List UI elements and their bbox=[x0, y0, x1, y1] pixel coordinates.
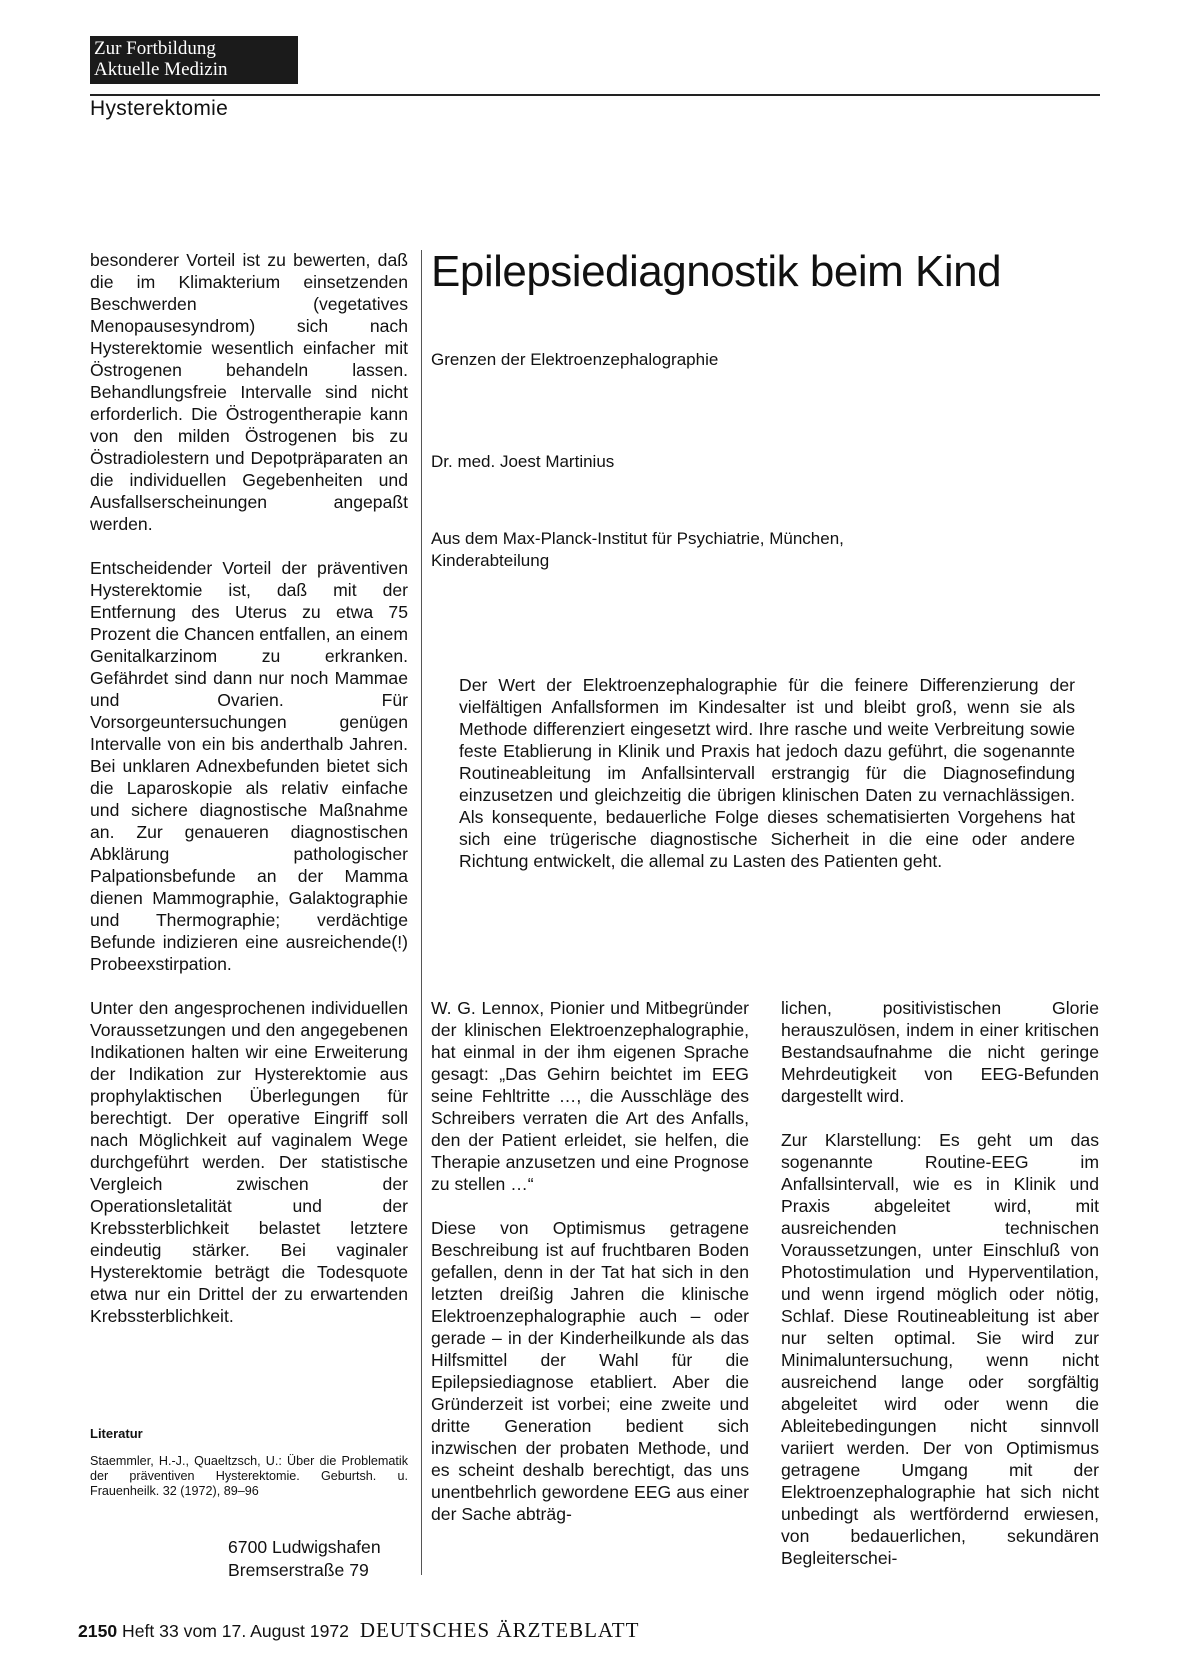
body-paragraph: lichen, positivistischen Glorie herauszulösen, indem in einer kritischen Bestandsaufnahme die nicht geringe Mehrdeutigkeit von EEG-Befunden dargestellt wird. bbox=[781, 998, 1099, 1106]
literature-heading: Literatur bbox=[90, 1426, 143, 1441]
article-subtitle: Grenzen der Elektroenzephalographie bbox=[431, 350, 719, 369]
article-author: Dr. med. Joest Martinius bbox=[431, 452, 615, 471]
affiliation-line: Aus dem Max-Planck-Institut für Psychiatrie, München, bbox=[431, 529, 844, 548]
middle-column bbox=[431, 997, 749, 1525]
section-label-box bbox=[90, 36, 298, 84]
body-paragraph: Zur Klarstellung: Es geht um das sogenannte Routine-EEG im Anfallsintervall, wie es in Klinik und Praxis abgeleitet wird, mit ausreichenden technischen Voraussetzungen, unter Einschluß von Photostimulation und Hyperventilation, und wenn irgend möglich oder nötig, Schlaf. Diese Routineableitung ist aber nur selten optimal. Sie wird zur Minimaluntersuchung, wenn nicht ausreichend lange oder sorgfältig abgeleitet wird oder wenn die Ableitebedingungen nicht sinnvoll variiert werden. Der von Optimismus getragene Umgang mit der Elektroenzephalographie hat sich nicht unbedingt als wertfördernd erwiesen, von bedauerlichen, sekundären Begleiterschei- bbox=[781, 1130, 1099, 1568]
journal-name: DEUTSCHES ÄRZTEBLATT bbox=[359, 1618, 640, 1642]
right-column bbox=[781, 997, 1099, 1569]
article-abstract: Der Wert der Elektroenzephalographie für die feinere Differenzierung der vielfältigen Anfallsformen im Kindesalter ist und bleibt groß, wenn sie als Methode differenziert eingesetzt wird. Ihre rasche und weite Verbreitung sowie feste Etablierung in Klinik und Praxis hat jedoch dazu geführt, die sogenannte Routineableitung im Anfallsintervall erstrangig für die Diagnosefindung einzusetzen und gleichzeitig die übrigen klinischen Daten zu vernachlässigen. Als konsequente, bedauerliche Folge dieses schematisierten Vorgehens hat sich eine trügerische diagnostische Sicherheit in die eine oder andere Richtung entwickelt, die allemal zu Lasten des Patienten geht. bbox=[459, 675, 1075, 871]
left-paragraph: Unter den angesprochenen individuellen Voraussetzungen und den angegebenen Indikationen halten wir eine Erweiterung der Indikation zur Hysterektomie aus prophylaktischen Überlegungen für berechtigt. Der operative Eingriff soll nach Möglichkeit auf vaginalem Wege durchgeführt werden. Der statistische Vergleich zwischen der Operationsletalität und der Krebssterblichkeit belastet letztere eindeutig stärker. Bei vaginaler Hysterektomie beträgt die Todesquote etwa nur ein Drittel der zu erwartenden Krebssterblichkeit. bbox=[90, 998, 408, 1326]
left-paragraph: Entscheidender Vorteil der präventiven Hysterektomie ist, daß mit der Entfernung des Uterus zu etwa 75 Prozent die Chancen entfallen, an einem Genitalkarzinom zu erkranken. Gefährdet sind dann nur noch Mammae und Ovarien. Für Vorsorgeuntersuchungen genügen Intervalle von ein bis anderthalb Jahren. Bei unklaren Adnexbefunden bietet sich die Laparoskopie als relativ einfache und sichere diagnostische Maßnahme an. Zur genaueren diagnostischen Abklärung pathologischer Palpationsbefunde an der Mamma dienen Mammographie, Galaktographie und Thermographie; verdächtige Befunde indizieren eine ausreichende(!) Probeexstirpation. bbox=[90, 558, 408, 974]
column-divider bbox=[421, 250, 422, 1575]
body-paragraph: Diese von Optimismus getragene Beschreibung ist auf fruchtbaren Boden gefallen, denn in der Tat hat sich in den letzten dreißig Jahren die klinische Elektroenzephalographie auch – oder gerade – in der Kinderheilkunde als das Hilfsmittel der Wahl für die Epilepsiediagnose etabliert. Aber die Gründerzeit ist vorbei; eine zweite und dritte Generation bedient sich inzwischen der probaten Methode, und es scheint deshalb berechtigt, das uns unentbehrlich gewordene EEG aus einer der Sache abträg- bbox=[431, 1218, 749, 1524]
literature-reference: Staemmler, H.-J., Quaeltzsch, U.: Über die Problematik der präventiven Hysterektomie. Geburtsh. u. Frauenheilk. 32 (1972), 89–96 bbox=[90, 1454, 408, 1498]
article-title: Epilepsiediagnostik beim Kind bbox=[431, 247, 1002, 296]
article-affiliation bbox=[431, 528, 1071, 572]
page-number: 2150 bbox=[78, 1621, 118, 1641]
issue-info: Heft 33 vom 17. August 1972 bbox=[122, 1621, 349, 1641]
left-paragraph: besonderer Vorteil ist zu bewerten, daß die im Klimakterium einsetzenden Beschwerden (vegetatives Menopausesyndrom) sich nach Hysterektomie wesentlich einfacher mit Östrogenen behandeln lassen. Behandlungsfreie Intervalle sind nicht erforderlich. Die Östrogentherapie kann von den milden Östrogenen bis zu Östradiolestern und Depotpräparaten an die individuellen Gegebenheiten und Ausfallserscheinungen angepaßt werden. bbox=[90, 250, 408, 534]
address-line: Bremserstraße 79 bbox=[228, 1560, 369, 1580]
header-divider bbox=[90, 94, 1100, 96]
address-line: 6700 Ludwigshafen bbox=[228, 1537, 381, 1557]
running-topic: Hysterektomie bbox=[90, 97, 229, 120]
body-paragraph: W. G. Lennox, Pionier und Mitbegründer der klinischen Elektroenzephalographie, hat einmal in der ihm eigenen Sprache gesagt: „Das Gehirn beichtet im EEG seine Fehltritte …, die Ausschläge des Schreibers verraten die Art des Anfalls, den der Patient erleidet, sie helfen, die Therapie anzusetzen und eine Prognose zu stellen …“ bbox=[431, 998, 749, 1194]
left-column bbox=[90, 249, 408, 1327]
page-footer bbox=[78, 1618, 639, 1643]
author-address bbox=[228, 1536, 381, 1582]
affiliation-line: Kinderabteilung bbox=[431, 551, 550, 570]
section-label-line2: Aktuelle Medizin bbox=[94, 59, 228, 80]
section-label-line1: Zur Fortbildung bbox=[94, 38, 216, 59]
